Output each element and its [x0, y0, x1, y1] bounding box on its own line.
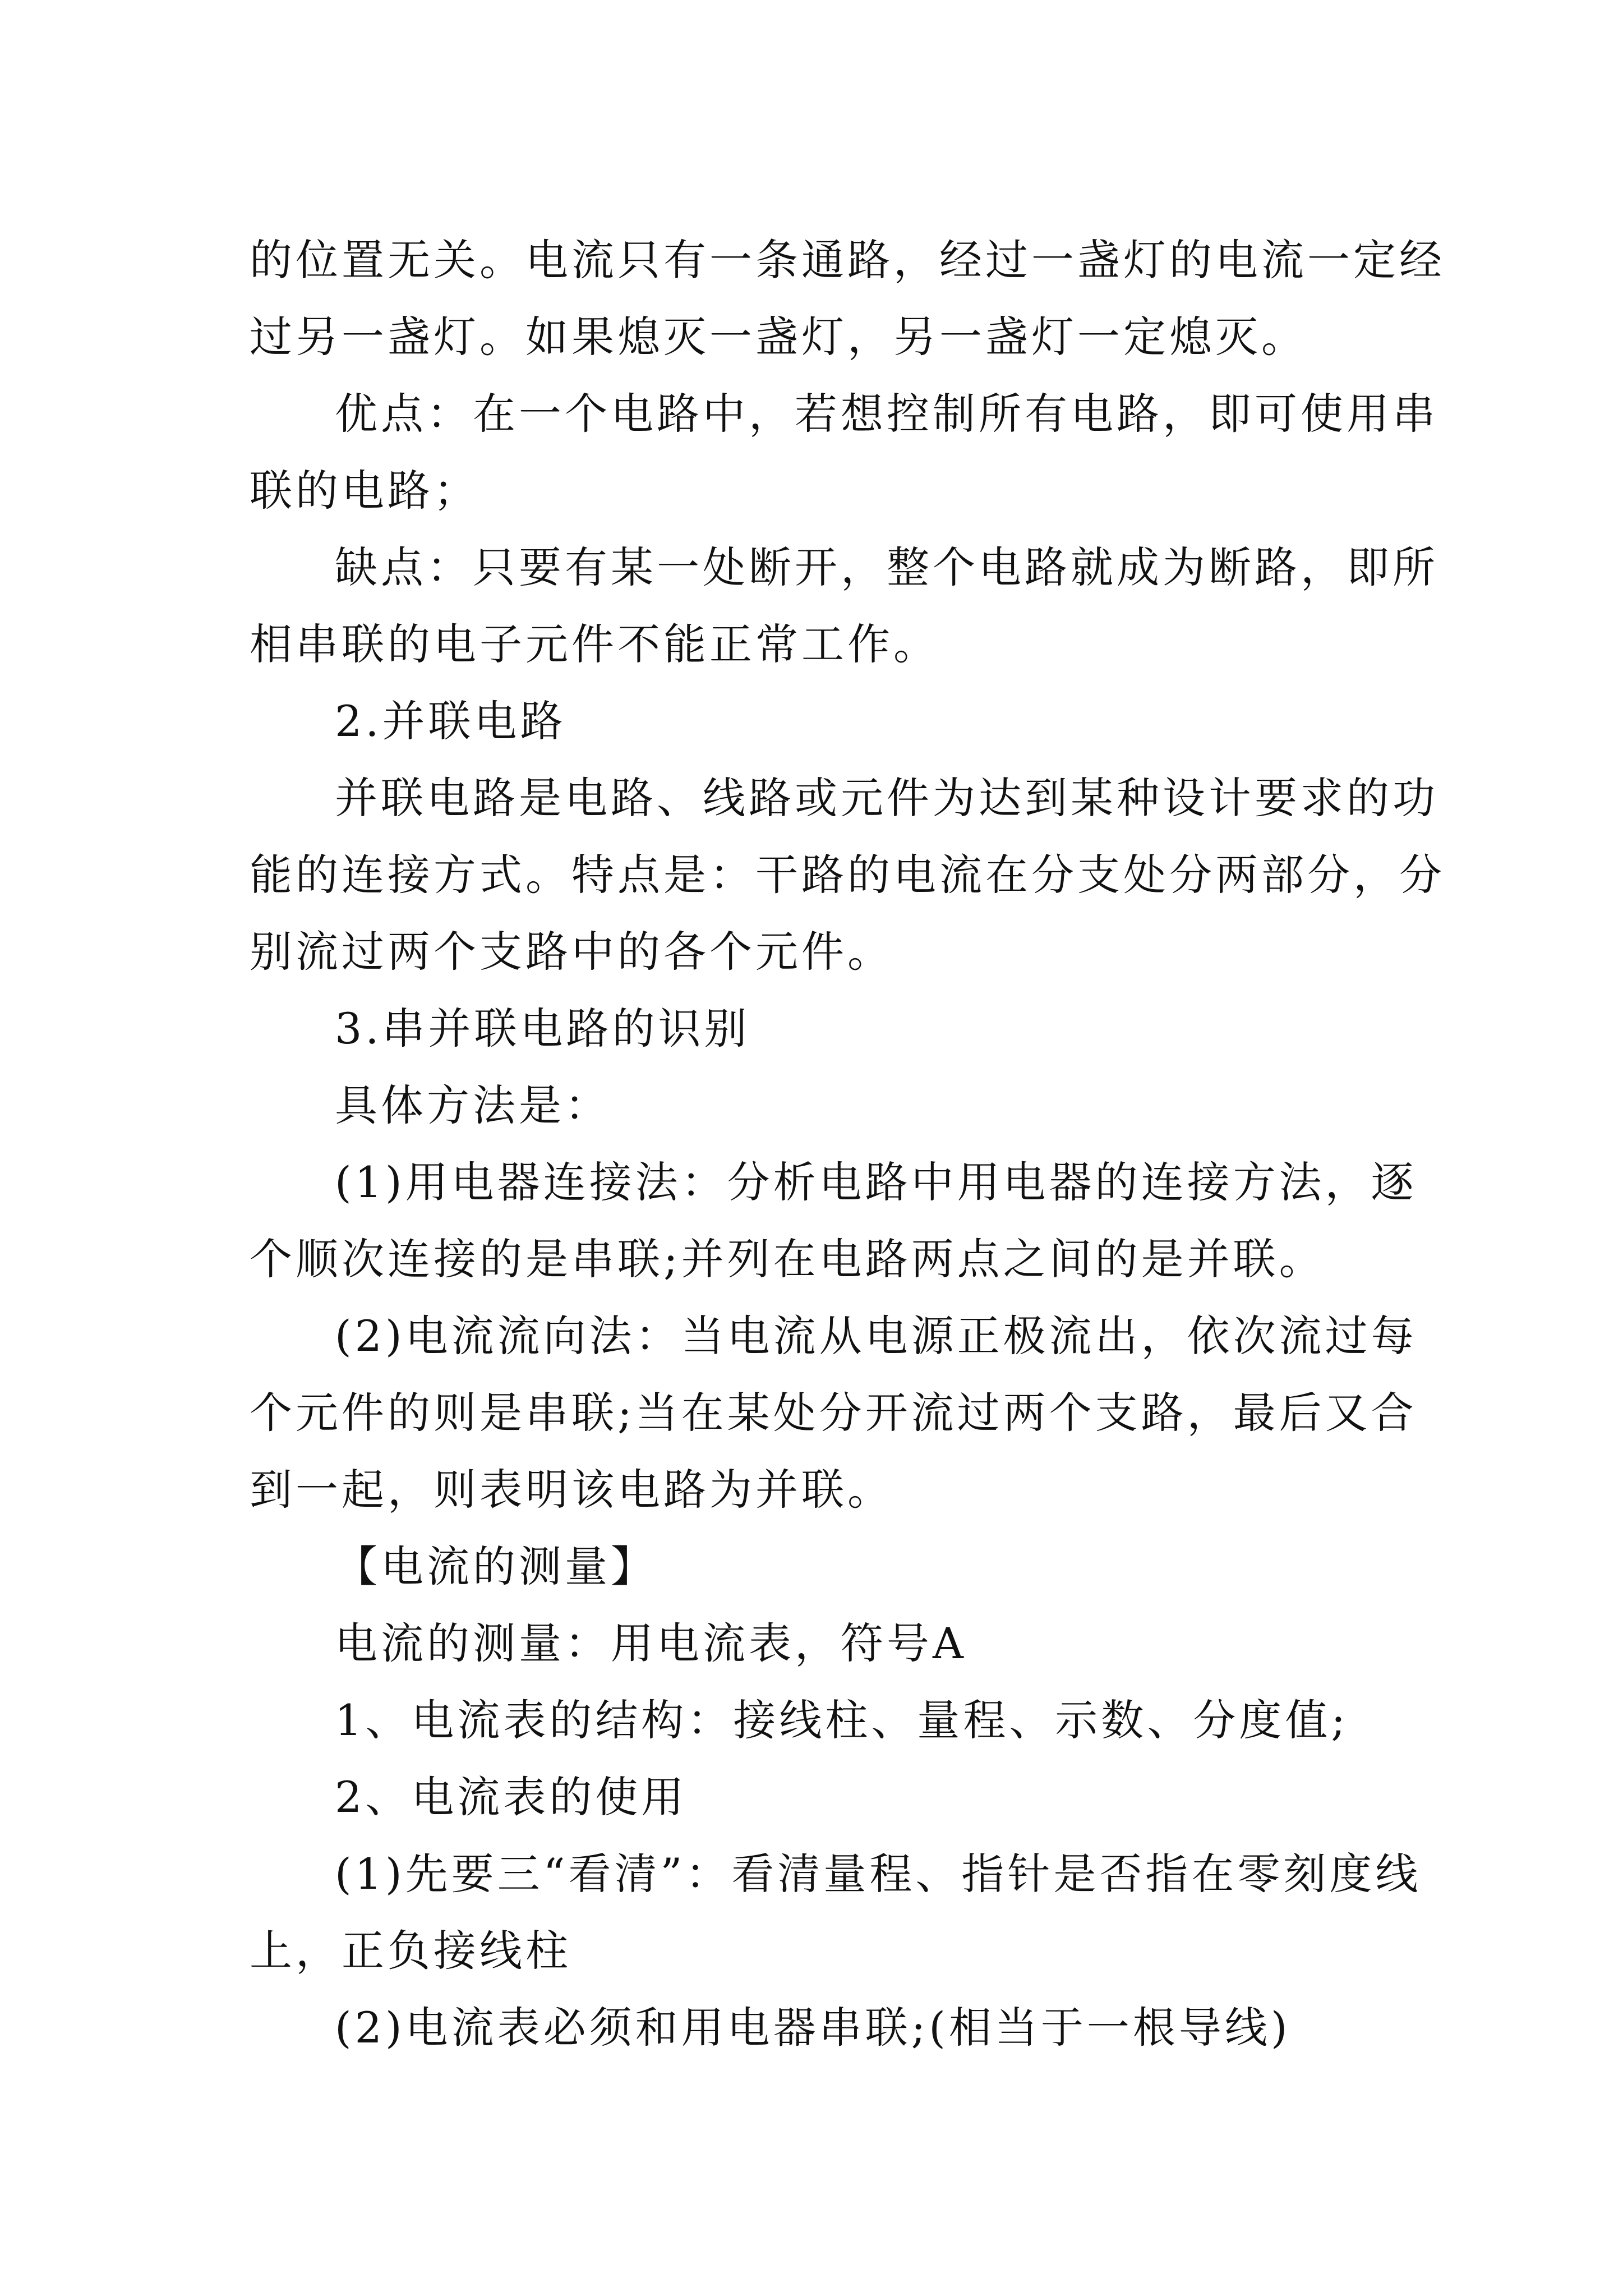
text-line: 别流过两个支路中的各个元件。 — [250, 927, 893, 977]
text-line: 【电流的测量】 — [335, 1542, 657, 1591]
text-line: (2)电流流向法：当电流从电源正极流出，依次流过每 — [335, 1311, 1417, 1361]
text-line: 1、电流表的结构：接线柱、量程、示数、分度值; — [335, 1695, 1349, 1745]
text-line: 个顺次连接的是串联;并列在电路两点之间的是并联。 — [250, 1234, 1325, 1284]
paragraph-usage-step-2 — [250, 1989, 1382, 2066]
paragraph-usage-step-1 — [250, 1835, 1422, 1989]
text-line: 优点：在一个电路中，若想控制所有电路，即可使用串 — [335, 389, 1438, 439]
text-line: 电流的测量：用电流表，符号A — [335, 1618, 967, 1668]
paragraph-series-circuit-behavior — [250, 222, 1445, 375]
text-line: (2)电流表必须和用电器串联;(相当于一根导线) — [335, 2003, 1291, 2053]
text-line: (1)先要三“看清”：看清量程、指针是否指在零刻度线 — [335, 1849, 1422, 1899]
text-line: 3.串并联电路的识别 — [335, 1004, 750, 1053]
paragraph-parallel-circuit-definition — [250, 760, 1445, 990]
paragraph-method-2 — [250, 1297, 1417, 1528]
document-page — [250, 222, 1445, 2066]
paragraph-ammeter-usage — [250, 1759, 1382, 1835]
paragraph-ammeter-structure — [250, 1682, 1382, 1759]
text-line: 过另一盏灯。如果熄灭一盏灯，另一盏灯一定熄灭。 — [250, 312, 1307, 362]
paragraph-advantages — [250, 375, 1438, 529]
paragraph-method-1 — [250, 1144, 1417, 1297]
text-line: 缺点：只要有某一处断开，整个电路就成为断路，即所 — [335, 542, 1438, 592]
text-line: 2.并联电路 — [335, 696, 566, 746]
text-line: 能的连接方式。特点是：干路的电流在分支处分两部分，分 — [250, 850, 1445, 900]
heading-circuit-identification — [250, 990, 1382, 1067]
text-line: 相串联的电子元件不能正常工作。 — [250, 619, 939, 669]
text-line: 到一起，则表明该电路为并联。 — [250, 1465, 893, 1515]
text-line: 上，正负接线柱 — [250, 1926, 571, 1976]
text-line: 联的电路； — [250, 466, 479, 516]
text-line: 2、电流表的使用 — [335, 1772, 688, 1822]
heading-parallel-circuit — [250, 683, 1382, 760]
text-line: 个元件的则是串联;当在某处分开流过两个支路，最后又合 — [250, 1388, 1417, 1438]
text-line: (1)用电器连接法：分析电路中用电器的连接方法，逐 — [335, 1157, 1417, 1207]
text-line: 具体方法是： — [335, 1080, 611, 1130]
paragraph-method-intro — [250, 1067, 1382, 1144]
text-line: 并联电路是电路、线路或元件为达到某种设计要求的功 — [335, 773, 1438, 823]
heading-current-measurement — [250, 1528, 1382, 1605]
paragraph-ammeter-symbol — [250, 1605, 1382, 1682]
paragraph-disadvantages — [250, 529, 1438, 683]
text-line: 的位置无关。电流只有一条通路，经过一盏灯的电流一定经 — [250, 235, 1445, 285]
